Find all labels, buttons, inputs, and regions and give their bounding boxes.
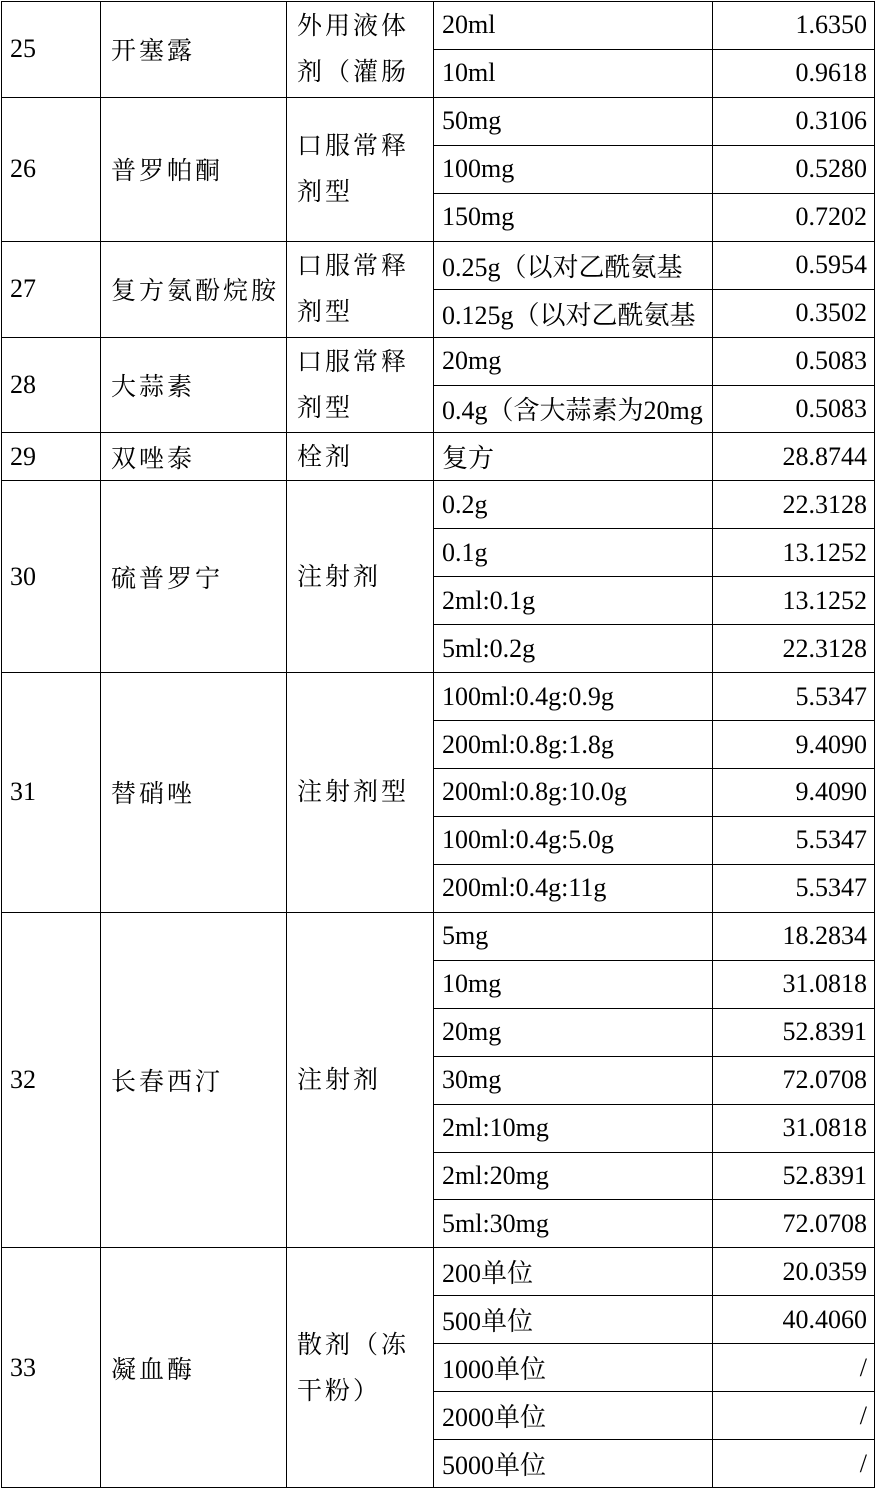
price-cell: / <box>713 1344 875 1392</box>
dosage-form-cell: 口服常释剂型 <box>287 337 434 433</box>
drug-name-cell: 开塞露 <box>101 2 287 98</box>
price-cell: 18.2834 <box>713 912 875 960</box>
specification-cell: 0.1g <box>434 529 713 577</box>
drug-number-cell: 33 <box>2 1248 101 1488</box>
specification-cell: 20ml <box>434 2 713 50</box>
drug-number-cell: 26 <box>2 97 101 241</box>
price-cell: 0.3502 <box>713 289 875 337</box>
table-row <box>2 241 875 289</box>
price-cell: 0.7202 <box>713 193 875 241</box>
drug-name-cell: 双唑泰 <box>101 433 287 481</box>
table-row <box>2 2 875 50</box>
drug-number-cell: 30 <box>2 481 101 673</box>
specification-cell: 200单位 <box>434 1248 713 1296</box>
dosage-form-cell: 口服常释剂型 <box>287 241 434 337</box>
drug-number-cell: 25 <box>2 2 101 98</box>
price-cell: 0.9618 <box>713 49 875 97</box>
specification-cell: 150mg <box>434 193 713 241</box>
table-body <box>2 2 875 1488</box>
drug-number-cell: 32 <box>2 912 101 1248</box>
dosage-form-cell: 注射剂型 <box>287 673 434 913</box>
price-cell: 0.5280 <box>713 145 875 193</box>
dosage-form-cell: 散剂（冻干粉） <box>287 1248 434 1488</box>
specification-cell: 2ml:20mg <box>434 1152 713 1200</box>
specification-cell: 500单位 <box>434 1296 713 1344</box>
drug-name-cell: 凝血酶 <box>101 1248 287 1488</box>
price-cell: / <box>713 1392 875 1440</box>
drug-number-cell: 28 <box>2 337 101 433</box>
price-cell: 72.0708 <box>713 1200 875 1248</box>
price-cell: 52.8391 <box>713 1008 875 1056</box>
table-row <box>2 337 875 385</box>
price-cell: 9.4090 <box>713 769 875 817</box>
price-cell: 5.5347 <box>713 673 875 721</box>
specification-cell: 50mg <box>434 97 713 145</box>
price-cell: 13.1252 <box>713 529 875 577</box>
specification-cell: 200ml:0.4g:11g <box>434 864 713 912</box>
price-cell: 52.8391 <box>713 1152 875 1200</box>
price-cell: 31.0818 <box>713 960 875 1008</box>
specification-cell: 5000单位 <box>434 1440 713 1488</box>
table-row <box>2 673 875 721</box>
price-cell: 0.5083 <box>713 385 875 433</box>
specification-cell: 0.25g（以对乙酰氨基 <box>434 241 713 289</box>
dosage-form-cell: 口服常释剂型 <box>287 97 434 241</box>
table-row <box>2 97 875 145</box>
specification-cell: 0.4g（含大蒜素为20mg <box>434 385 713 433</box>
specification-cell: 20mg <box>434 337 713 385</box>
drug-number-cell: 31 <box>2 673 101 913</box>
specification-cell: 100ml:0.4g:5.0g <box>434 816 713 864</box>
drug-number-cell: 27 <box>2 241 101 337</box>
price-cell: 22.3128 <box>713 625 875 673</box>
price-cell: 13.1252 <box>713 577 875 625</box>
dosage-form-cell: 注射剂 <box>287 912 434 1248</box>
specification-cell: 0.125g（以对乙酰氨基 <box>434 289 713 337</box>
table-row <box>2 481 875 529</box>
price-cell: 5.5347 <box>713 816 875 864</box>
price-cell: 72.0708 <box>713 1056 875 1104</box>
specification-cell: 10ml <box>434 49 713 97</box>
dosage-form-cell: 外用液体剂（灌肠 <box>287 2 434 98</box>
specification-cell: 30mg <box>434 1056 713 1104</box>
specification-cell: 5mg <box>434 912 713 960</box>
drug-name-cell: 硫普罗宁 <box>101 481 287 673</box>
specification-cell: 2ml:0.1g <box>434 577 713 625</box>
specification-cell: 1000单位 <box>434 1344 713 1392</box>
specification-cell: 0.2g <box>434 481 713 529</box>
dosage-form-cell: 注射剂 <box>287 481 434 673</box>
specification-cell: 10mg <box>434 960 713 1008</box>
specification-cell: 2000单位 <box>434 1392 713 1440</box>
drug-name-cell: 普罗帕酮 <box>101 97 287 241</box>
specification-cell: 100mg <box>434 145 713 193</box>
drug-name-cell: 替硝唑 <box>101 673 287 913</box>
specification-cell: 20mg <box>434 1008 713 1056</box>
price-cell: 20.0359 <box>713 1248 875 1296</box>
price-cell: / <box>713 1440 875 1488</box>
specification-cell: 100ml:0.4g:0.9g <box>434 673 713 721</box>
drug-name-cell: 长春西汀 <box>101 912 287 1248</box>
price-cell: 22.3128 <box>713 481 875 529</box>
price-cell: 40.4060 <box>713 1296 875 1344</box>
table-row <box>2 1248 875 1296</box>
drug-price-table <box>1 1 875 1488</box>
price-cell: 31.0818 <box>713 1104 875 1152</box>
price-cell: 0.5083 <box>713 337 875 385</box>
price-cell: 0.5954 <box>713 241 875 289</box>
price-cell: 1.6350 <box>713 2 875 50</box>
specification-cell: 5ml:0.2g <box>434 625 713 673</box>
dosage-form-cell: 栓剂 <box>287 433 434 481</box>
price-cell: 9.4090 <box>713 721 875 769</box>
specification-cell: 5ml:30mg <box>434 1200 713 1248</box>
specification-cell: 200ml:0.8g:10.0g <box>434 769 713 817</box>
table-row <box>2 912 875 960</box>
specification-cell: 200ml:0.8g:1.8g <box>434 721 713 769</box>
price-cell: 5.5347 <box>713 864 875 912</box>
table-row <box>2 433 875 481</box>
drug-name-cell: 大蒜素 <box>101 337 287 433</box>
specification-cell: 2ml:10mg <box>434 1104 713 1152</box>
specification-cell: 复方 <box>434 433 713 481</box>
drug-name-cell: 复方氨酚烷胺 <box>101 241 287 337</box>
price-cell: 0.3106 <box>713 97 875 145</box>
price-cell: 28.8744 <box>713 433 875 481</box>
drug-number-cell: 29 <box>2 433 101 481</box>
